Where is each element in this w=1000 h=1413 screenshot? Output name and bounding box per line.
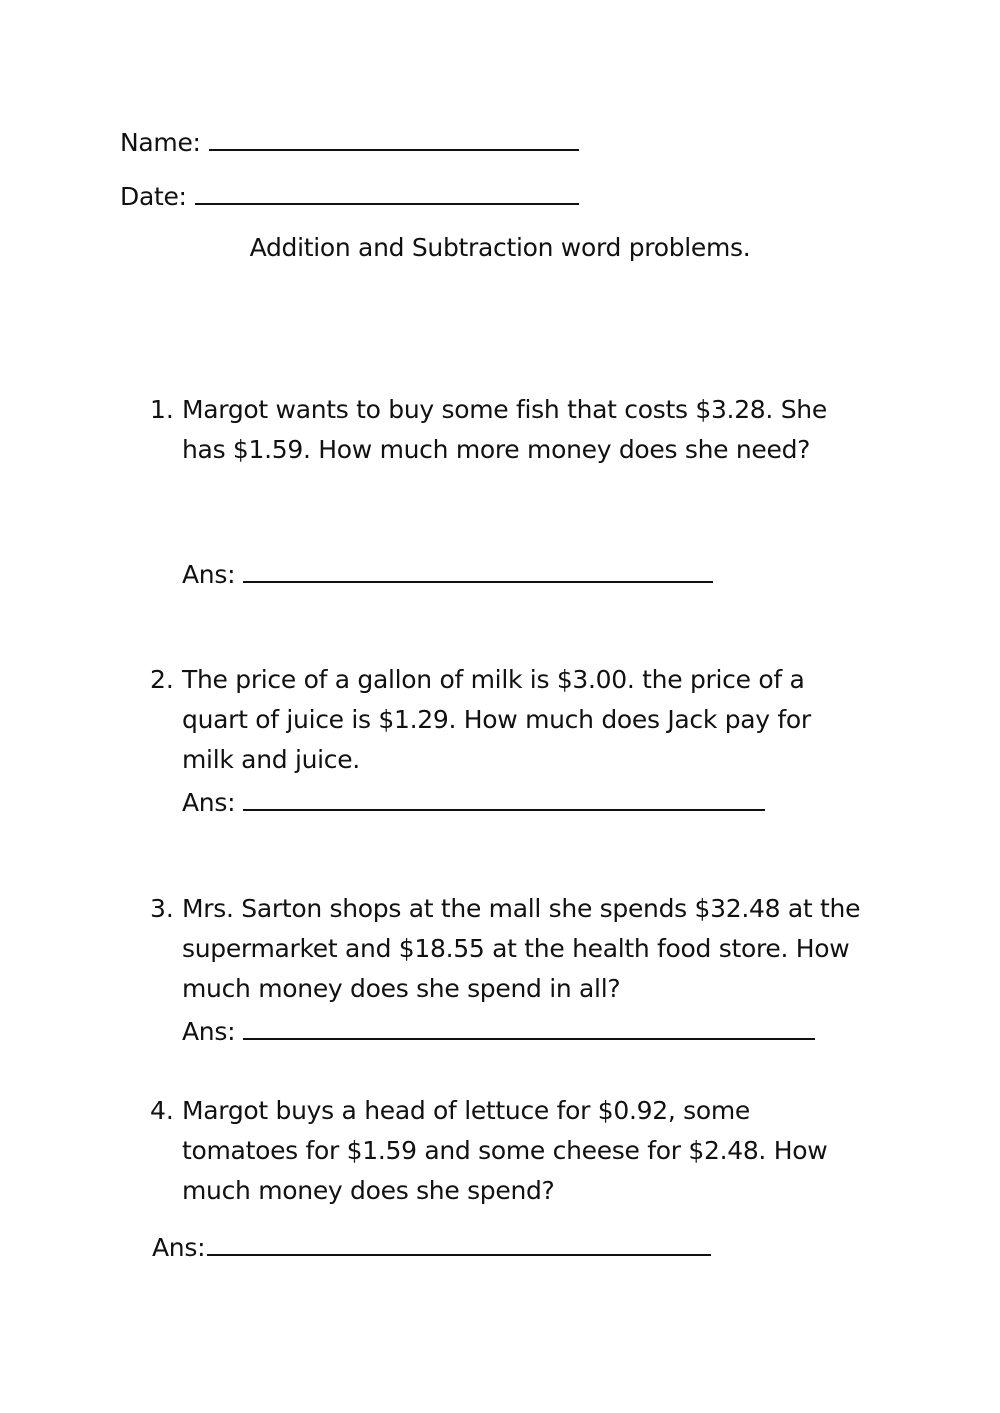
question-2-answer-label: Ans: [182, 788, 236, 817]
question-1-answer-label: Ans: [182, 560, 236, 589]
question-1-answer-row [182, 557, 713, 590]
question-3-answer-label: Ans: [182, 1017, 236, 1046]
question-1-text: Margot wants to buy some fish that costs $3.28. She has $1.59. How much more money does she need? [182, 395, 827, 464]
date-input[interactable] [195, 179, 579, 205]
question-1-number: 1. [150, 395, 174, 424]
question-3-answer-input[interactable] [243, 1014, 815, 1040]
question-2-answer-input[interactable] [243, 785, 765, 811]
question-4-number: 4. [150, 1096, 174, 1125]
date-field-row [120, 179, 579, 212]
question-3-number: 3. [150, 894, 174, 923]
question-1-answer-input[interactable] [243, 557, 713, 583]
question-4-text: Margot buys a head of lettuce for $0.92, some tomatoes for $1.59 and some cheese for $2.48. How much money does she spend? [182, 1096, 828, 1205]
question-3-answer-row [182, 1014, 815, 1047]
question-4-answer-input[interactable] [207, 1230, 711, 1256]
question-4-answer-row [152, 1230, 711, 1263]
question-2-answer-row [182, 785, 765, 818]
question-3-text: Mrs. Sarton shops at the mall she spends $32.48 at the supermarket and $18.55 at the health food store. How much money does she spend in all? [182, 894, 861, 1003]
date-label: Date: [120, 182, 187, 211]
question-4-answer-label: Ans: [152, 1233, 206, 1262]
page-title: Addition and Subtraction word problems. [249, 233, 751, 262]
question-2-text: The price of a gallon of milk is $3.00. the price of a quart of juice is $1.29. How much does Jack pay for milk and juice. [182, 665, 811, 774]
name-input[interactable] [209, 125, 579, 151]
name-label: Name: [120, 128, 201, 157]
question-2-number: 2. [150, 665, 174, 694]
name-field-row [120, 125, 579, 158]
